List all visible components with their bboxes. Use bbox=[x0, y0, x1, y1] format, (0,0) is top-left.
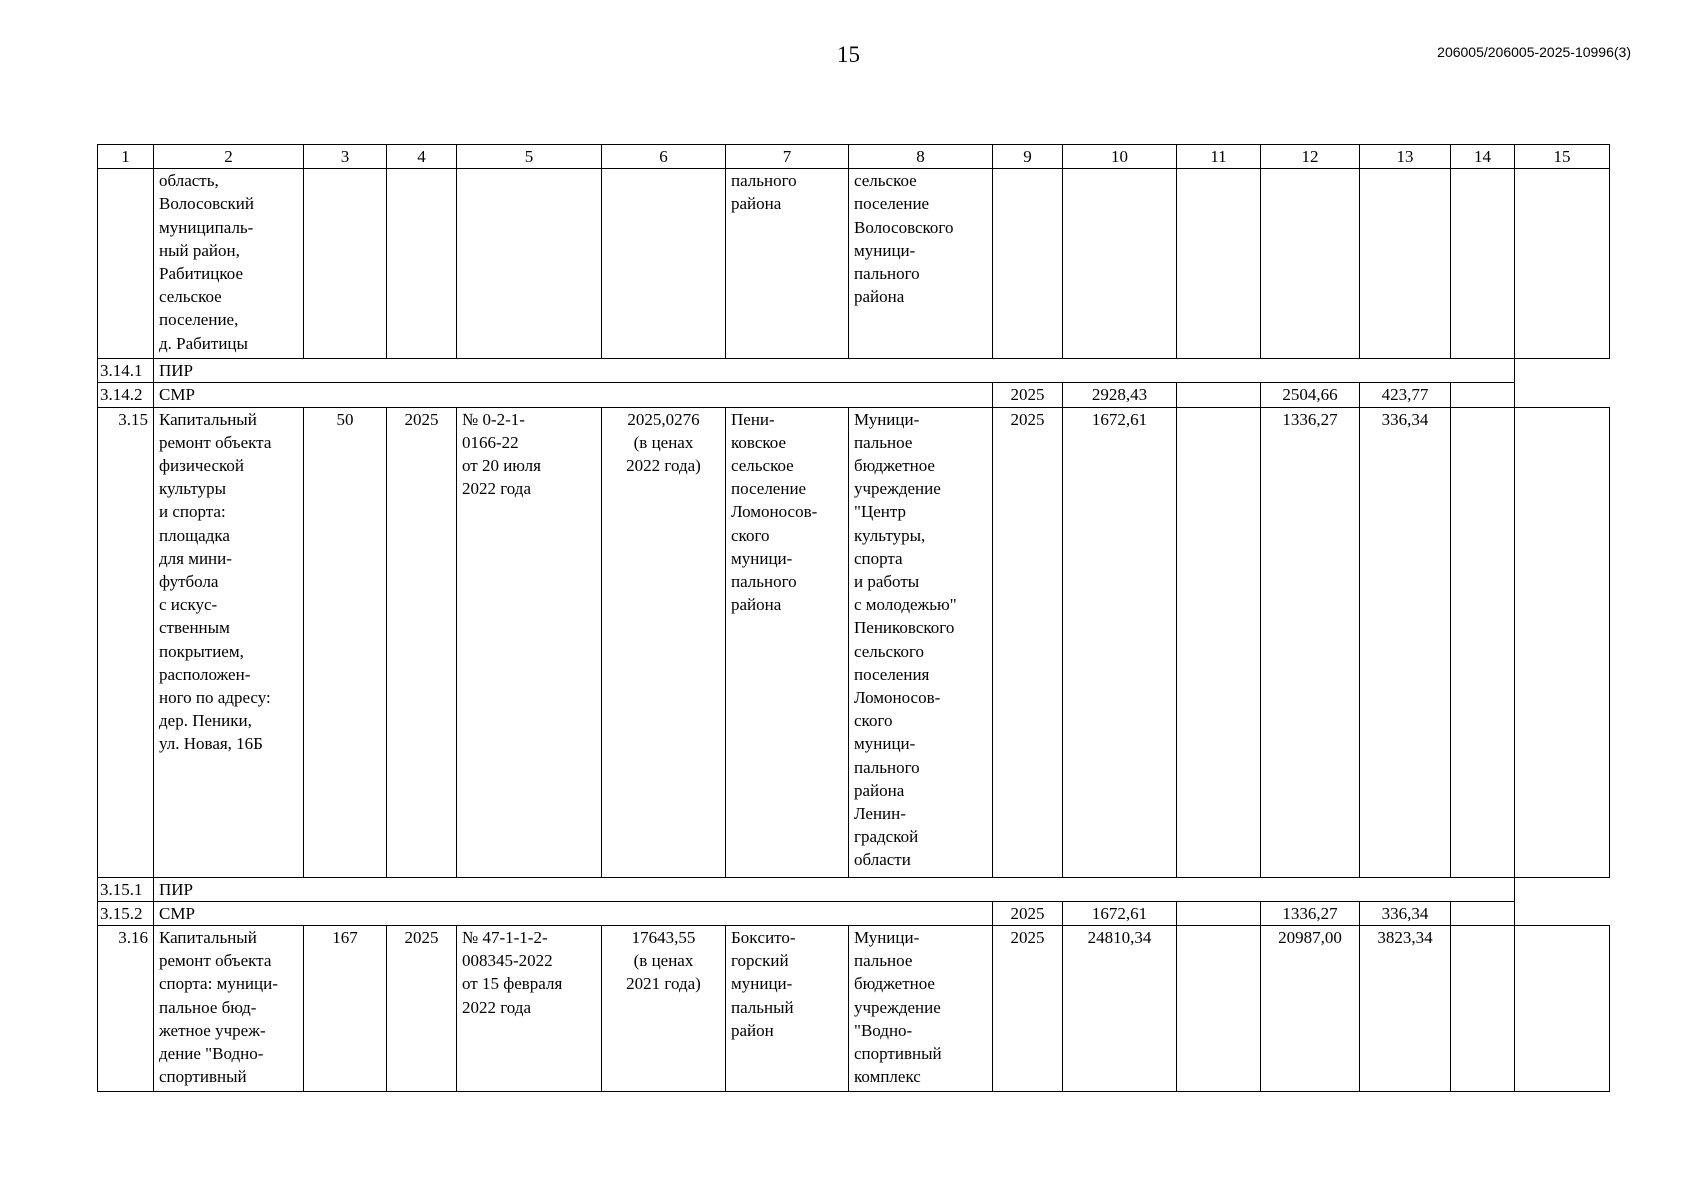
regional-budget-cell: 1336,27 bbox=[1261, 407, 1360, 877]
row-number: 3.14.1 bbox=[98, 359, 154, 383]
row-number: 3.15.2 bbox=[98, 901, 154, 925]
table-row bbox=[98, 407, 1610, 877]
header-cell: 11 bbox=[1177, 145, 1261, 169]
table-row bbox=[98, 169, 1610, 359]
object-description-cell: Капитальный ремонт объекта спорта: муници- пальное бюд- жетное учреж- дение "Водно- спортивный bbox=[154, 926, 304, 1092]
header-cell: 5 bbox=[457, 145, 602, 169]
regional-budget-cell: 20987,00 bbox=[1261, 926, 1360, 1092]
capacity-cell: 167 bbox=[304, 926, 387, 1092]
total-cell: 1672,61 bbox=[1063, 901, 1177, 925]
table-cell bbox=[1515, 407, 1610, 877]
stage-label: ПИР bbox=[154, 359, 1515, 383]
table-cell bbox=[1177, 383, 1261, 407]
table-cell bbox=[1177, 926, 1261, 1092]
row-number: 3.16 bbox=[98, 926, 154, 1092]
customer-cell: Муници- пальное бюджетное учреждение "Центр культуры, спорта и работы с молодежью" Пениковского сельского поселения Ломоносов- ского муници- пального района Ленин- градской области bbox=[849, 407, 993, 877]
document-code: 206005/206005-2025-10996(3) bbox=[1437, 44, 1631, 60]
table-cell bbox=[1515, 926, 1610, 1092]
table-cell bbox=[1451, 926, 1515, 1092]
object-description-cell: Капитальный ремонт объекта физической культуры и спорта: площадка для мини- футбола с искус- ственным покрытием, расположен- ного по адресу: дер. Пеники, ул. Новая, 16Б bbox=[154, 407, 304, 877]
regional-budget-cell: 1336,27 bbox=[1261, 901, 1360, 925]
table-cell bbox=[1451, 383, 1515, 407]
local-budget-cell: 3823,34 bbox=[1360, 926, 1451, 1092]
header-cell: 3 bbox=[304, 145, 387, 169]
local-budget-cell: 336,34 bbox=[1360, 407, 1451, 877]
total-cell: 1672,61 bbox=[1063, 407, 1177, 877]
table-cell bbox=[98, 169, 154, 359]
object-description-cell: область, Волосовский муниципаль- ный район, Рабитицкое сельское поселение, д. Рабитицы bbox=[154, 169, 304, 359]
header-cell: 6 bbox=[602, 145, 726, 169]
table-cell bbox=[387, 169, 457, 359]
municipality-cell: пального района bbox=[726, 169, 849, 359]
table-cell bbox=[1177, 169, 1261, 359]
empty-cell bbox=[1515, 877, 1610, 925]
table-cell bbox=[1360, 169, 1451, 359]
stage-label: СМР bbox=[154, 383, 993, 407]
expertise-cell: № 0-2-1- 0166-22 от 20 июля 2022 года bbox=[457, 407, 602, 877]
header-cell: 13 bbox=[1360, 145, 1451, 169]
header-cell: 12 bbox=[1261, 145, 1360, 169]
table-cell bbox=[1063, 169, 1177, 359]
year-cell: 2025 bbox=[387, 407, 457, 877]
estimated-cost-cell: 2025,0276 (в ценах 2022 года) bbox=[602, 407, 726, 877]
page-number: 15 bbox=[837, 42, 860, 67]
header-cell: 4 bbox=[387, 145, 457, 169]
header-cell: 9 bbox=[993, 145, 1063, 169]
row-number: 3.15 bbox=[98, 407, 154, 877]
year-cell: 2025 bbox=[993, 407, 1063, 877]
local-budget-cell: 423,77 bbox=[1360, 383, 1451, 407]
municipality-cell: Пени- ковское сельское поселение Ломоносов- ского муници- пального района bbox=[726, 407, 849, 877]
row-number: 3.14.2 bbox=[98, 383, 154, 407]
year-cell: 2025 bbox=[993, 901, 1063, 925]
table-row bbox=[98, 901, 1610, 925]
table-row bbox=[98, 359, 1610, 383]
table-row bbox=[98, 877, 1610, 901]
row-number: 3.15.1 bbox=[98, 877, 154, 901]
table-cell bbox=[1451, 407, 1515, 877]
municipality-cell: Бокcито- горский муници- пальный район bbox=[726, 926, 849, 1092]
table-cell bbox=[1177, 901, 1261, 925]
table-cell bbox=[1261, 169, 1360, 359]
table-cell bbox=[457, 169, 602, 359]
header-cell: 2 bbox=[154, 145, 304, 169]
table-cell bbox=[993, 169, 1063, 359]
table-cell bbox=[1177, 407, 1261, 877]
total-cell: 24810,34 bbox=[1063, 926, 1177, 1092]
local-budget-cell: 336,34 bbox=[1360, 901, 1451, 925]
year-cell: 2025 bbox=[387, 926, 457, 1092]
regional-budget-cell: 2504,66 bbox=[1261, 383, 1360, 407]
header-cell: 10 bbox=[1063, 145, 1177, 169]
header-row bbox=[98, 145, 1610, 169]
customer-cell: сельское поселение Волосовского муници- пального района bbox=[849, 169, 993, 359]
stage-label: СМР bbox=[154, 901, 993, 925]
table-cell bbox=[602, 169, 726, 359]
table-row bbox=[98, 926, 1610, 1092]
table-cell bbox=[1451, 169, 1515, 359]
stage-label: ПИР bbox=[154, 877, 1515, 901]
table-row bbox=[98, 383, 1610, 407]
year-cell: 2025 bbox=[993, 926, 1063, 1092]
data-table bbox=[97, 144, 1610, 1092]
total-cell: 2928,43 bbox=[1063, 383, 1177, 407]
header-cell: 14 bbox=[1451, 145, 1515, 169]
header-cell: 15 bbox=[1515, 145, 1610, 169]
expertise-cell: № 47-1-1-2- 008345-2022 от 15 февраля 2022 года bbox=[457, 926, 602, 1092]
header-cell: 7 bbox=[726, 145, 849, 169]
table-cell bbox=[1451, 901, 1515, 925]
header-cell: 1 bbox=[98, 145, 154, 169]
table-cell bbox=[1515, 169, 1610, 359]
customer-cell: Муници- пальное бюджетное учреждение "Водно- спортивный комплекс bbox=[849, 926, 993, 1092]
capacity-cell: 50 bbox=[304, 407, 387, 877]
header-cell: 8 bbox=[849, 145, 993, 169]
table-cell bbox=[304, 169, 387, 359]
empty-cell bbox=[1515, 359, 1610, 407]
year-cell: 2025 bbox=[993, 383, 1063, 407]
estimated-cost-cell: 17643,55 (в ценах 2021 года) bbox=[602, 926, 726, 1092]
